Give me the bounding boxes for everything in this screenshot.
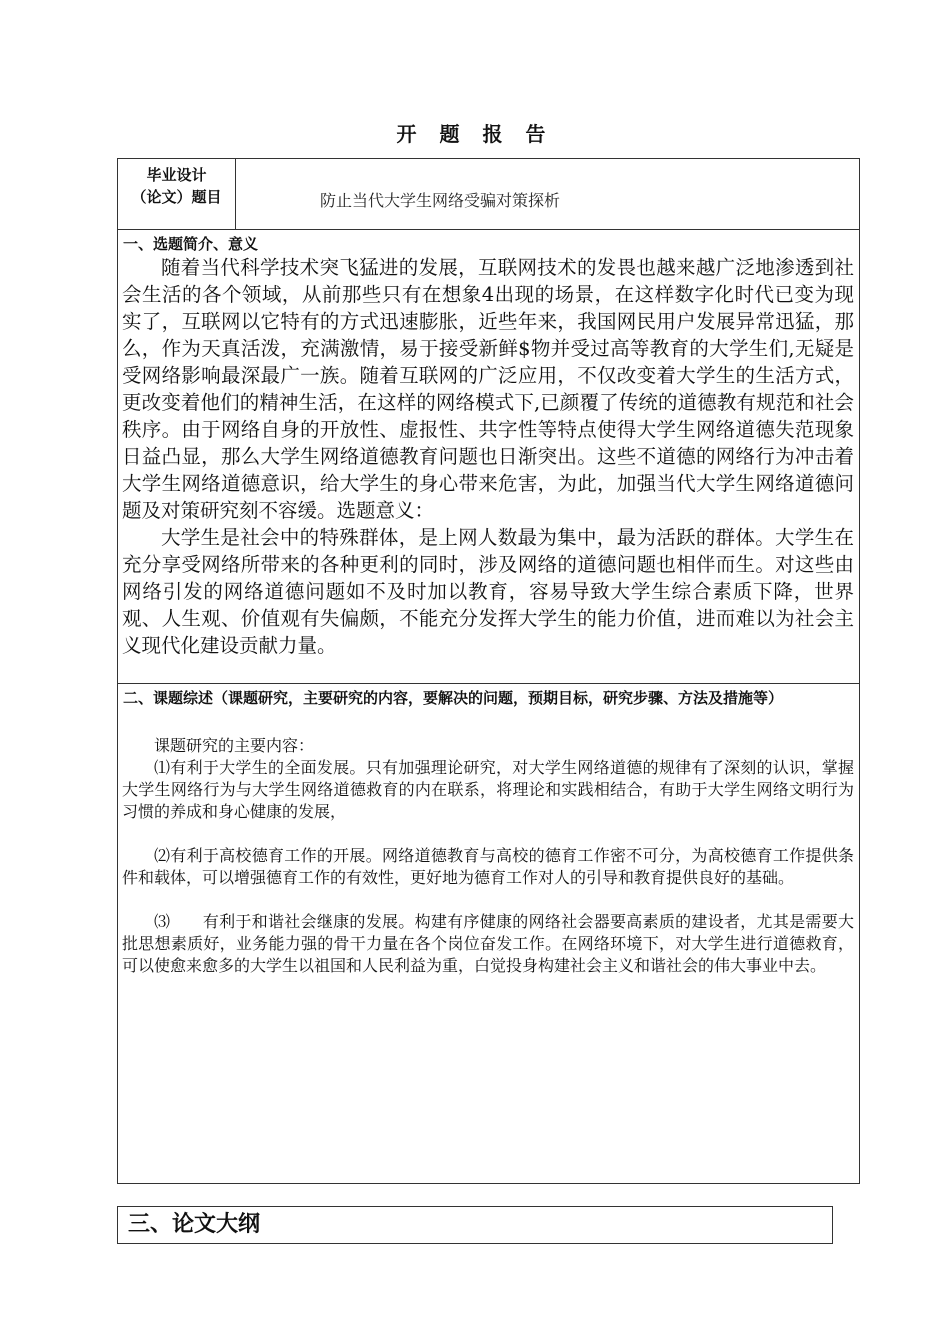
section-intro xyxy=(117,229,860,684)
section-review-item: ⑵有利于高校德育工作的开展。网络道德教育与高校的德育工作密不可分，为高校德育工作提供条件和载体，可以增强德育工作的有效性，更好地为德育工作对人的引导和教育提供良好的基础。 xyxy=(122,846,854,887)
section-review-heading: 二、课题综述（课题研究，主要研究的内容，要解决的问题，预期目标，研究步骤、方法及措施等） xyxy=(123,689,784,707)
section-intro-paragraph: 随着当代科学技术突飞猛进的发展，互联网技术的发畏也越来越广泛地渗透到社会生活的各个领域，从前那些只有在想象4出现的场景，在这样数字化时代已变为现实了，互联网以它特有的方式迅速膨胀，近些年来，我国网民用户发展异常迅猛，那么，作为天真活泼，充满激情，易于接受新鲜$物并受过高等教育的大学生们,无疑是受网络影响最深最广一族。随着互联网的广泛应用，不仅改变着大学生的生活方式，更改变着他们的精神生活，在这样的网络模式下,已颜覆了传统的道德教有规范和社会秩序。由于网络自身的开放性、虚报性、共字性等特点使得大学生网络道德失范现象日益凸显，那么大学生网络道德教育问题也日渐突出。这些不道德的网络行为冲击着大学生网络道德意识，给大学生的身心带来危害，为此，加强当代大学生网络道德问题及对策研究刻不容缓。选题意义： xyxy=(122,256,854,522)
topic-text: 防止当代大学生网络受骗对策探析 xyxy=(320,191,561,210)
section-review-item: ⑶ 有利于和谐社会继康的发展。构建有序健康的网络社会器要高素质的建设者，尤其是需要大批思想素质好，业务能力强的骨干力量在各个岗位奋发工作。在网络环境下，对大学生进行道德救育，可以使愈来愈多的大学生以祖国和人民利益为重，白觉投身构建社会主义和谐社会的伟大事业中去。 xyxy=(122,912,854,975)
page-title: 开 题 报 告 xyxy=(396,122,554,146)
section-outline-heading: 三、论文大纲 xyxy=(128,1212,261,1237)
section-outline xyxy=(117,1206,833,1244)
section-intro-heading: 一、选题简介、意义 xyxy=(123,235,259,253)
topic-label xyxy=(118,159,236,229)
section-review-body xyxy=(122,735,854,977)
section-review xyxy=(117,683,860,1184)
section-intro-paragraph: 大学生是社会中的特殊群体，是上网人数最为集中，最为活跃的群体。大学生在充分享受网络所带来的各种更利的同时，涉及网络的道德问题也相伴而生。对这些由网络引发的网络道德问题如不及时加以教育，容易导致大学生综合素质下降，世界观、人生观、价值观有失偏颇，不能充分发挥大学生的能力价值，进而难以为社会主义现代化建设贡献力量。 xyxy=(122,526,854,657)
topic-label-line1: 毕业设计 xyxy=(146,166,207,184)
topic-row xyxy=(117,158,860,230)
section-review-intro: 课题研究的主要内容： xyxy=(154,736,315,755)
section-intro-body xyxy=(122,254,854,659)
section-review-item: ⑴有利于大学生的全面发展。只有加强理论研究，对大学生网络道德的规律有了深刻的认识，掌握大学生网络行为与大学生网络道德救育的内在联系，将理论和实践相结合，有助于大学生网络文明行为习惯的养成和身心健康的发展， xyxy=(122,758,854,821)
topic-label-line2: （论文）题目 xyxy=(131,188,222,206)
